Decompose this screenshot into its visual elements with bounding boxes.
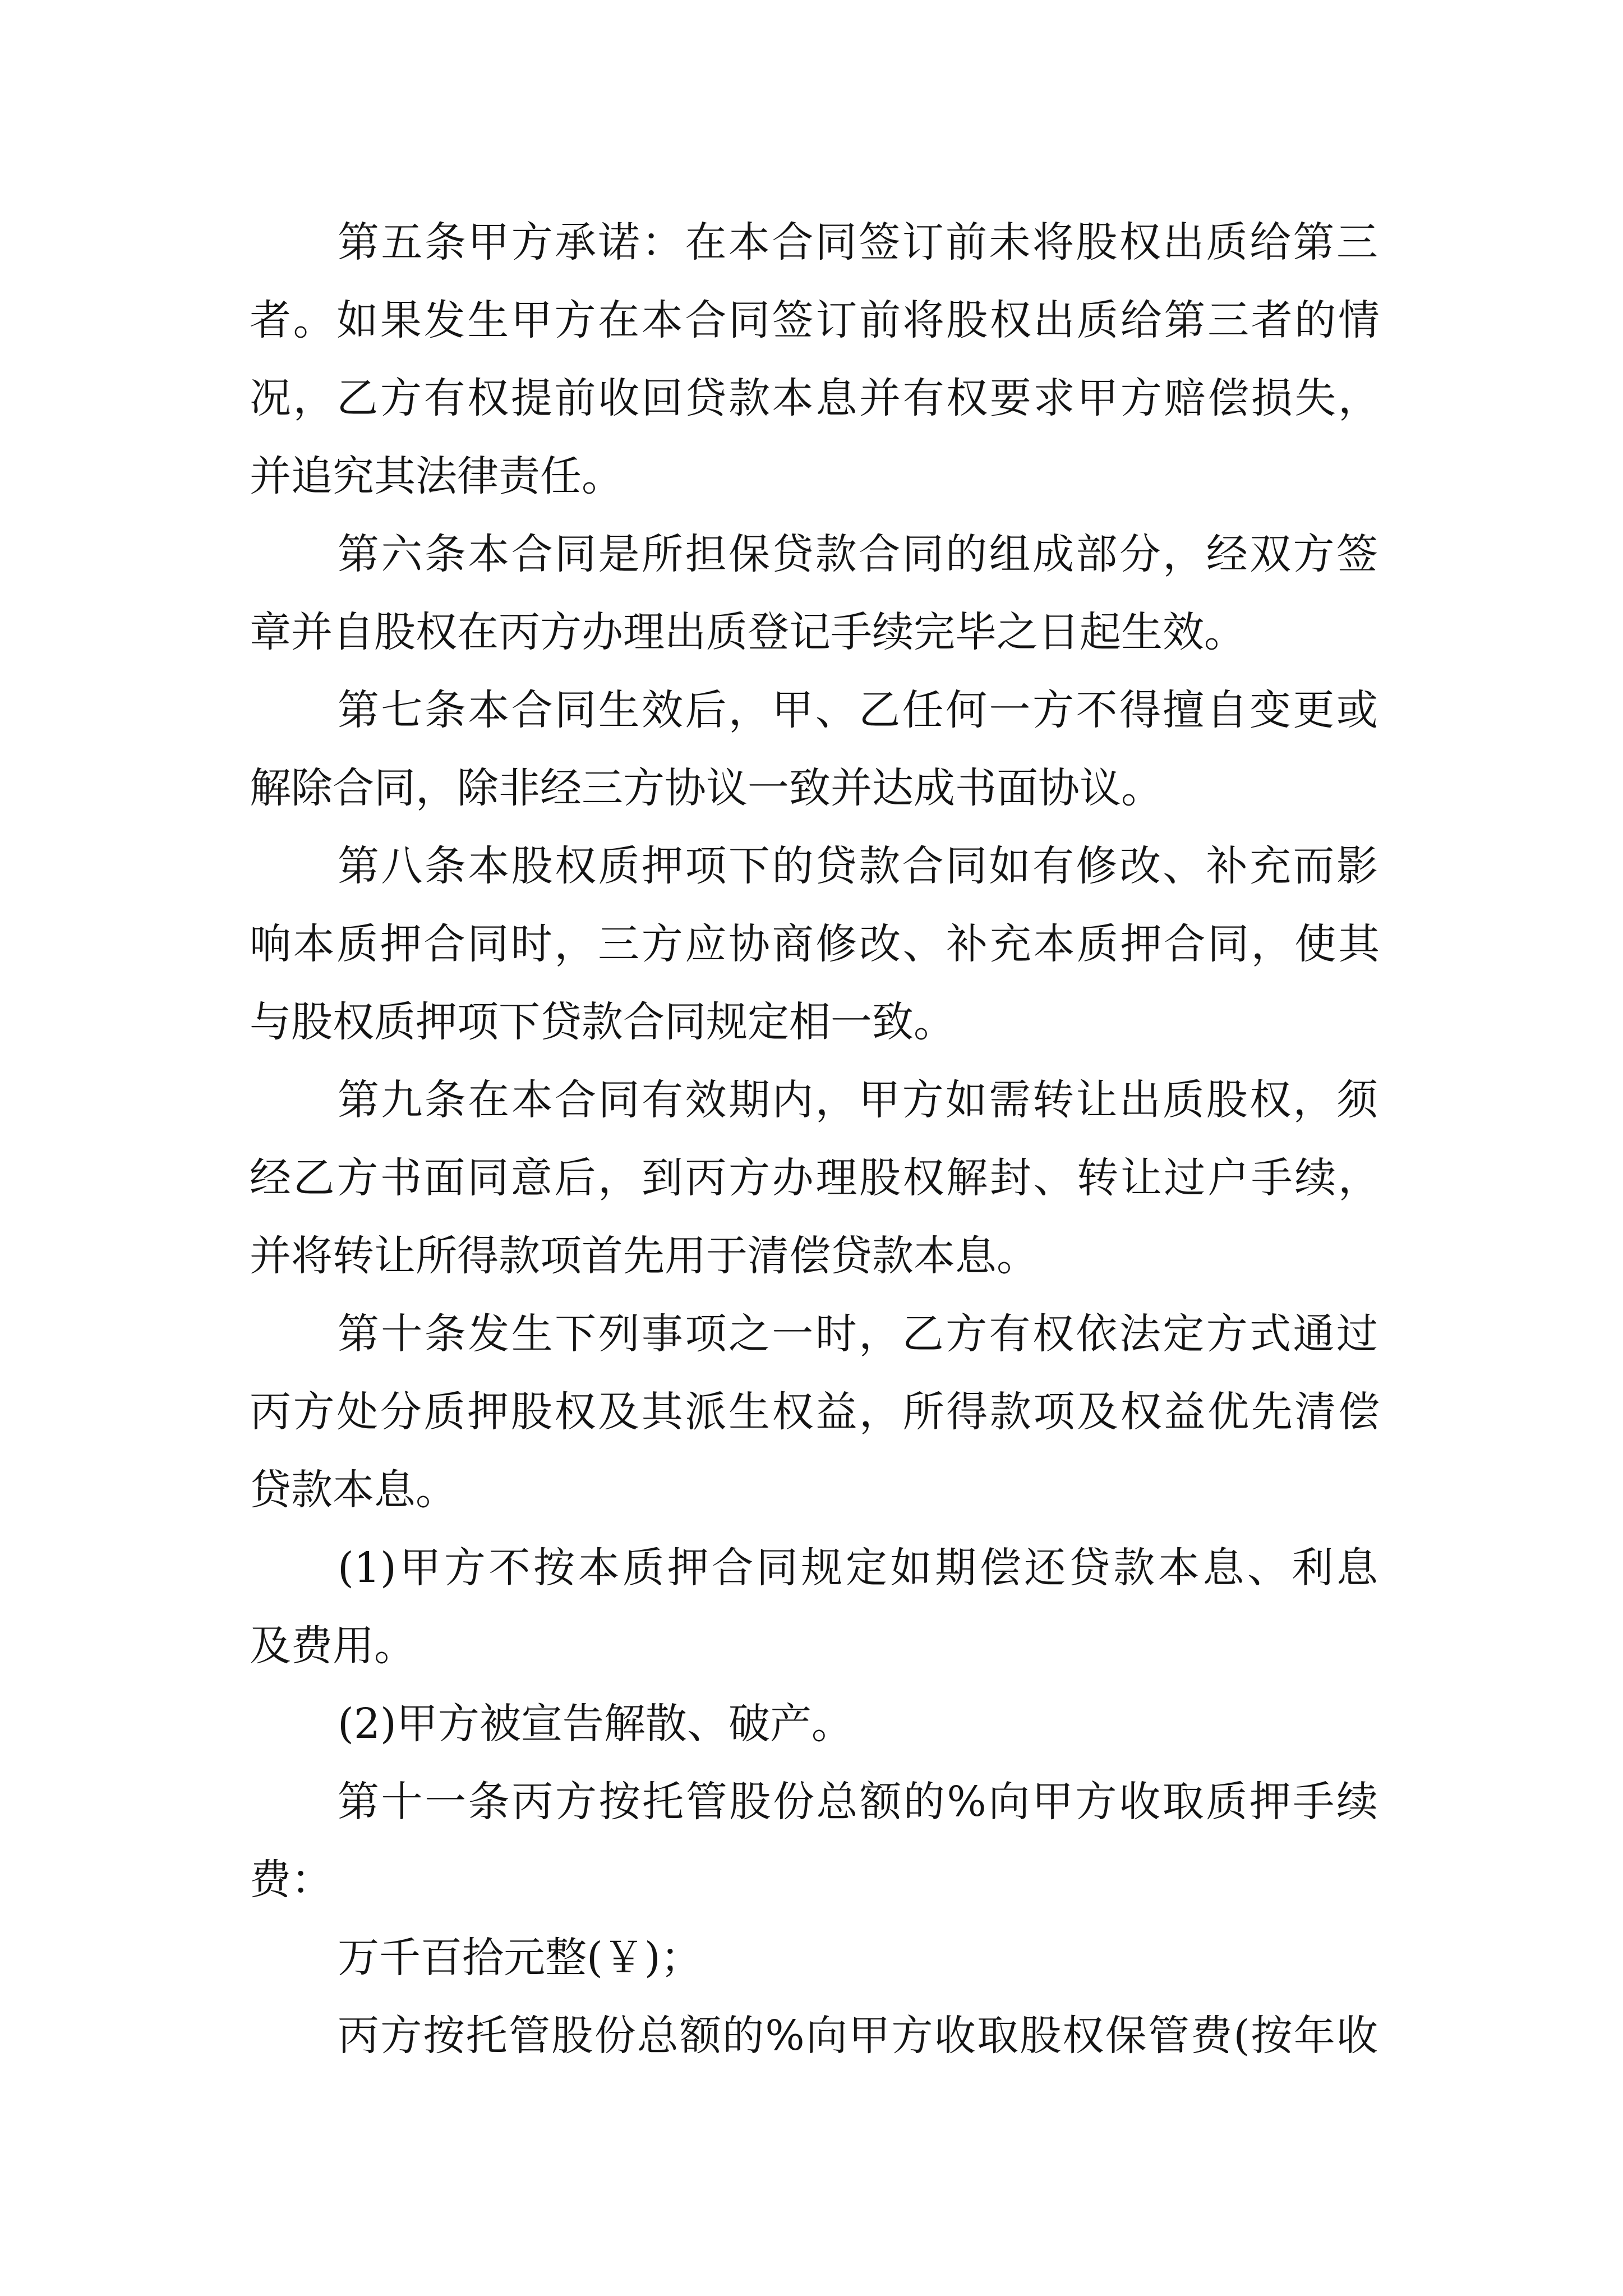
text-line-art5-1: 第五条甲方承诺：在本合同签订前未将股权出质给第三: [338, 218, 1378, 266]
text-line-art11-2: 费：: [250, 1856, 333, 1904]
text-line-art5-2: 者。如果发生甲方在本合同签订前将股权出质给第三者的情: [250, 296, 1380, 344]
text-line-art8-2: 响本质押合同时，三方应协商修改、补充本质押合同，使其: [250, 920, 1380, 968]
text-line-art8-3: 与股权质押项下贷款合同规定相一致。: [250, 998, 955, 1046]
text-line-custody-fee: 丙方按托管股份总额的%向甲方收取股权保管费(按年收: [338, 2012, 1378, 2060]
text-line-art6-2: 章并自股权在丙方办理出质登记手续完毕之日起生效。: [250, 608, 1246, 656]
text-line-art9-3: 并将转让所得款项首先用于清偿贷款本息。: [250, 1232, 1038, 1280]
text-line-art6-1: 第六条本合同是所担保贷款合同的组成部分，经双方签: [338, 530, 1378, 578]
text-line-art8-1: 第八条本股权质押项下的贷款合同如有修改、补充而影: [338, 842, 1378, 890]
text-line-item1-2: 及费用。: [250, 1622, 416, 1670]
text-line-art7-1: 第七条本合同生效后，甲、乙任何一方不得擅自变更或: [338, 686, 1378, 734]
text-line-amount: 万千百拾元整(￥)；: [338, 1934, 702, 1982]
text-line-art10-3: 贷款本息。: [250, 1466, 457, 1514]
text-line-art5-3: 况，乙方有权提前收回贷款本息并有权要求甲方赔偿损失，: [250, 374, 1380, 422]
text-line-art11-1: 第十一条丙方按托管股份总额的%向甲方收取质押手续: [338, 1778, 1378, 1826]
text-line-art5-4: 并追究其法律责任。: [250, 452, 623, 500]
text-line-art9-2: 经乙方书面同意后，到丙方办理股权解封、转让过户手续，: [250, 1154, 1380, 1202]
text-line-art10-1: 第十条发生下列事项之一时，乙方有权依法定方式通过: [338, 1310, 1378, 1358]
text-line-art7-2: 解除合同，除非经三方协议一致并达成书面协议。: [250, 764, 1163, 812]
text-line-art10-2: 丙方处分质押股权及其派生权益，所得款项及权益优先清偿: [250, 1388, 1380, 1436]
text-line-item2: (2)甲方被宣告解散、破产。: [338, 1700, 853, 1748]
text-line-item1-1: (1)甲方不按本质押合同规定如期偿还贷款本息、利息: [338, 1544, 1378, 1592]
text-line-art9-1: 第九条在本合同有效期内，甲方如需转让出质股权，须: [338, 1076, 1378, 1124]
